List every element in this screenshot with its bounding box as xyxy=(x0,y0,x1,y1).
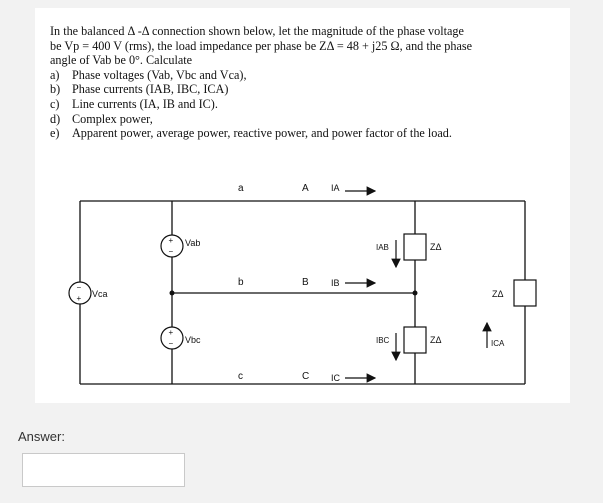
svg-text:+: + xyxy=(168,236,174,245)
node-B-label: B xyxy=(302,277,309,288)
impedance-bc-label: ZΔ xyxy=(430,335,442,345)
impedance-bc xyxy=(404,327,426,353)
node-C-label: C xyxy=(302,371,310,382)
svg-text:+: + xyxy=(168,328,174,337)
question-item-c: c) Line currents (IA, IB and IC). xyxy=(50,96,218,111)
question-item-b: b) Phase currents (IAB, IBC, ICA) xyxy=(50,82,229,97)
svg-text:−: − xyxy=(168,247,174,256)
source-vab xyxy=(161,235,183,257)
impedance-ab-label: ZΔ xyxy=(430,242,442,252)
node-b-label: b xyxy=(238,277,244,288)
phase-current-ibc-label: IBC xyxy=(376,336,390,345)
circuit-wires xyxy=(80,201,525,384)
svg-text:−: − xyxy=(168,339,174,348)
source-vca-label: Vca xyxy=(92,289,108,299)
line-current-ib-label: IB xyxy=(331,278,340,288)
phase-current-iab-label: IAB xyxy=(376,243,389,252)
impedance-ca xyxy=(514,280,536,306)
source-vab-label: Vab xyxy=(185,238,201,248)
node-a-label: a xyxy=(238,183,244,194)
answer-label: Answer: xyxy=(18,429,65,444)
svg-text:−: − xyxy=(76,283,82,292)
source-vbc xyxy=(161,327,183,349)
svg-text:+: + xyxy=(76,294,82,303)
impedance-ab xyxy=(404,234,426,260)
impedance-ca-label: ZΔ xyxy=(492,289,504,299)
node-c-label: c xyxy=(238,371,243,382)
question-intro-line-1: In the balanced Δ -Δ connection shown below, let the magnitude of the phase voltage xyxy=(50,24,464,38)
question-item-a: a) Phase voltages (Vab, Vbc and Vca), xyxy=(50,67,247,82)
line-current-ic-label: IC xyxy=(331,373,340,383)
answer-input[interactable] xyxy=(22,453,185,487)
source-vbc-label: Vbc xyxy=(185,335,201,345)
question-item-e: e) Apparent power, average power, reactive power, and power factor of the load. xyxy=(50,126,452,141)
phase-current-ica-label: ICA xyxy=(491,339,505,348)
question-item-d: d) Complex power, xyxy=(50,111,153,126)
question-intro-line-3: angle of Vab be 0°. Calculate xyxy=(50,53,193,68)
source-vca xyxy=(69,282,91,304)
node-A-label: A xyxy=(302,183,309,194)
question-intro-line-2: be Vp = 400 V (rms), the load impedance per phase be ZΔ = 48 + j25 Ω, and the phase xyxy=(50,38,473,53)
line-current-ia-label: IA xyxy=(331,183,340,193)
